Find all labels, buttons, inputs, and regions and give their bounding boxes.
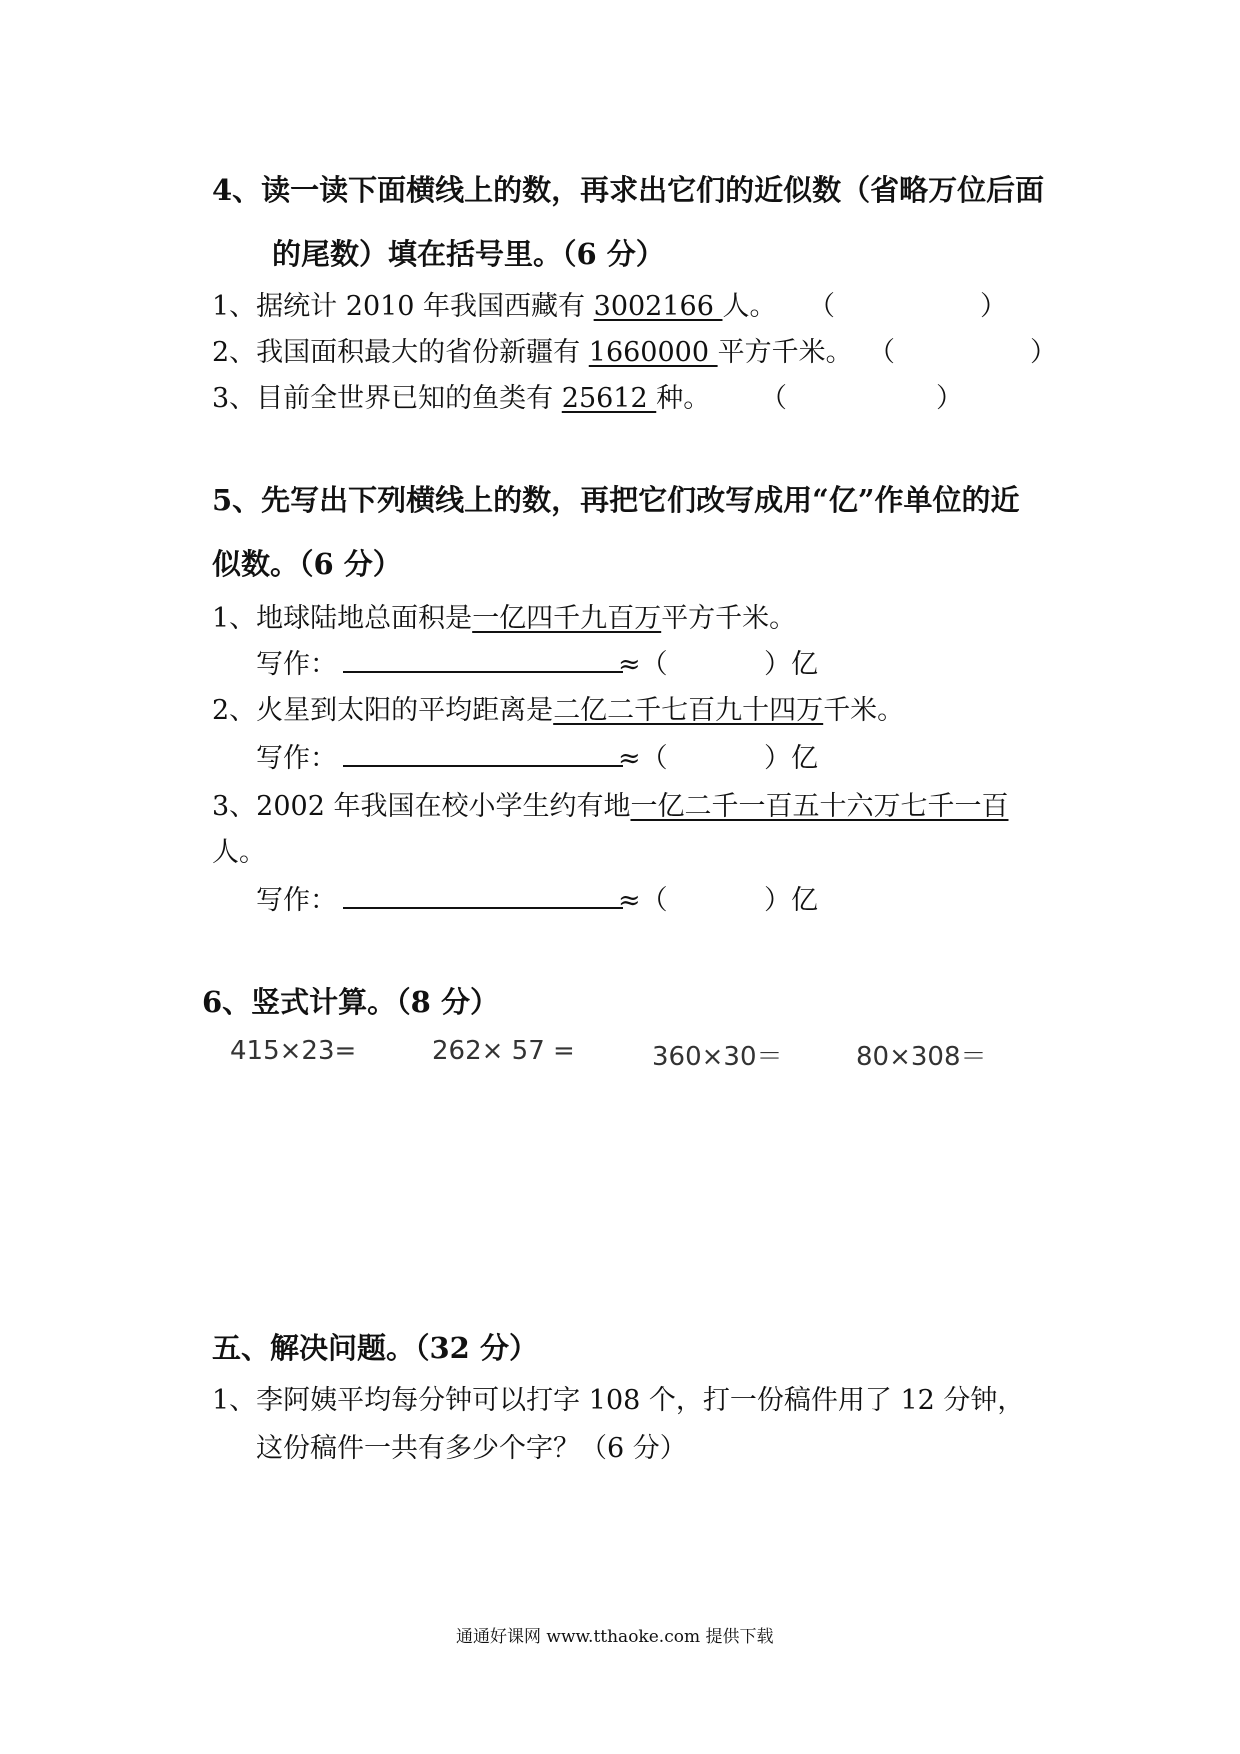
- q5-item-1-prefix: 1、地球陆地总面积是: [212, 603, 473, 634]
- q4-heading-line1: 4、读一读下面横线上的数，再求出它们的近似数（省略万位后面: [212, 173, 1045, 207]
- q4-item-3-prefix: 3、目前全世界已知的鱼类有: [212, 383, 562, 414]
- q5-item-1-unit: ）亿: [764, 649, 818, 680]
- q6-problem-4: 80×308＝: [856, 1042, 987, 1072]
- q5-item-2-approx: ≈（: [618, 743, 668, 774]
- q5-item-2-prefix: 2、火星到太阳的平均距离是: [212, 695, 554, 726]
- q5-item-3-unit: ）亿: [764, 885, 818, 916]
- q6-problem-3: 360×30＝: [652, 1042, 783, 1072]
- q4-item-2-suffix: 平方千米。: [717, 337, 853, 368]
- q4-item-2-answer-open[interactable]: （: [868, 337, 895, 368]
- q4-item-2-prefix: 2、我国面积最大的省份新疆有: [212, 337, 589, 368]
- q5-item-3-suffix: 人。: [212, 837, 266, 868]
- q5-item-2-write-label: 写作：: [256, 743, 337, 774]
- q5-item-2-suffix: 千米。: [823, 695, 905, 726]
- q4-item-3-answer-close: ）: [936, 383, 963, 414]
- q4-heading-line2: 的尾数）填在括号里。（6 分）: [272, 237, 665, 271]
- q5-heading-line2: 似数。（6 分）: [212, 547, 402, 581]
- q5-item-1-write-blank[interactable]: [343, 649, 623, 673]
- q4-item-2-number: 1660000: [588, 337, 718, 368]
- q5-item-3-prefix: 3、2002 年我国在校小学生约有地: [212, 791, 631, 822]
- q5-item-1: [212, 596, 796, 635]
- q6-problem-1: 415×23=: [230, 1036, 357, 1066]
- q6-heading: 6、竖式计算。（8 分）: [202, 985, 499, 1019]
- q5-item-1-write-row: [256, 642, 623, 681]
- q5-item-3-write-label: 写作：: [256, 885, 337, 916]
- q4-item-1-answer-open[interactable]: （: [808, 291, 835, 322]
- q4-item-1-number: 3002166: [593, 291, 723, 322]
- q4-item-3: [212, 376, 710, 415]
- s5-q1-line1: 1、李阿姨平均每分钟可以打字 108 个，打一份稿件用了 12 分钟，: [212, 1385, 1025, 1416]
- q4-item-2-answer-close: ）: [1030, 337, 1057, 368]
- q5-heading-line1: 5、先写出下列横线上的数，再把它们改写成用“亿”作单位的近: [212, 483, 1020, 517]
- q5-item-1-suffix: 平方千米。: [661, 603, 797, 634]
- q4-item-3-number: 25612: [561, 383, 657, 414]
- s5-heading: 五、解决问题。（32 分）: [212, 1331, 538, 1365]
- q4-item-1-prefix: 1、据统计 2010 年我国西藏有: [212, 291, 594, 322]
- q5-item-2-write-blank[interactable]: [343, 743, 623, 767]
- q5-item-3-number: 一亿二千一百五十六万七千一百: [630, 791, 1009, 822]
- q5-item-3-write-blank[interactable]: [343, 885, 623, 909]
- s5-q1-line2: 这份稿件一共有多少个字？（6 分）: [256, 1433, 687, 1464]
- q4-item-3-answer-open[interactable]: （: [760, 383, 787, 414]
- q5-item-1-approx: ≈（: [618, 649, 668, 680]
- q5-item-3: [212, 784, 1008, 823]
- q5-item-2-number: 二亿二千七百九十四万: [553, 695, 824, 726]
- q4-item-1: [212, 284, 776, 323]
- q4-item-1-answer-close: ）: [980, 291, 1007, 322]
- q5-item-1-number: 一亿四千九百万: [472, 603, 662, 634]
- q4-item-2: [212, 330, 853, 369]
- q6-problem-2: 262× 57 =: [432, 1036, 575, 1066]
- q5-item-2: [212, 688, 904, 727]
- q5-item-3-approx: ≈（: [618, 885, 668, 916]
- q5-item-1-write-label: 写作：: [256, 649, 337, 680]
- q4-item-3-suffix: 种。: [656, 383, 711, 414]
- q5-item-2-write-row: [256, 736, 623, 775]
- q4-item-1-suffix: 人。: [722, 291, 777, 322]
- q5-item-3-write-row: [256, 878, 623, 917]
- footer-credit: 通通好课网 www.tthaoke.com 提供下载: [456, 1627, 774, 1647]
- q5-item-2-unit: ）亿: [764, 743, 818, 774]
